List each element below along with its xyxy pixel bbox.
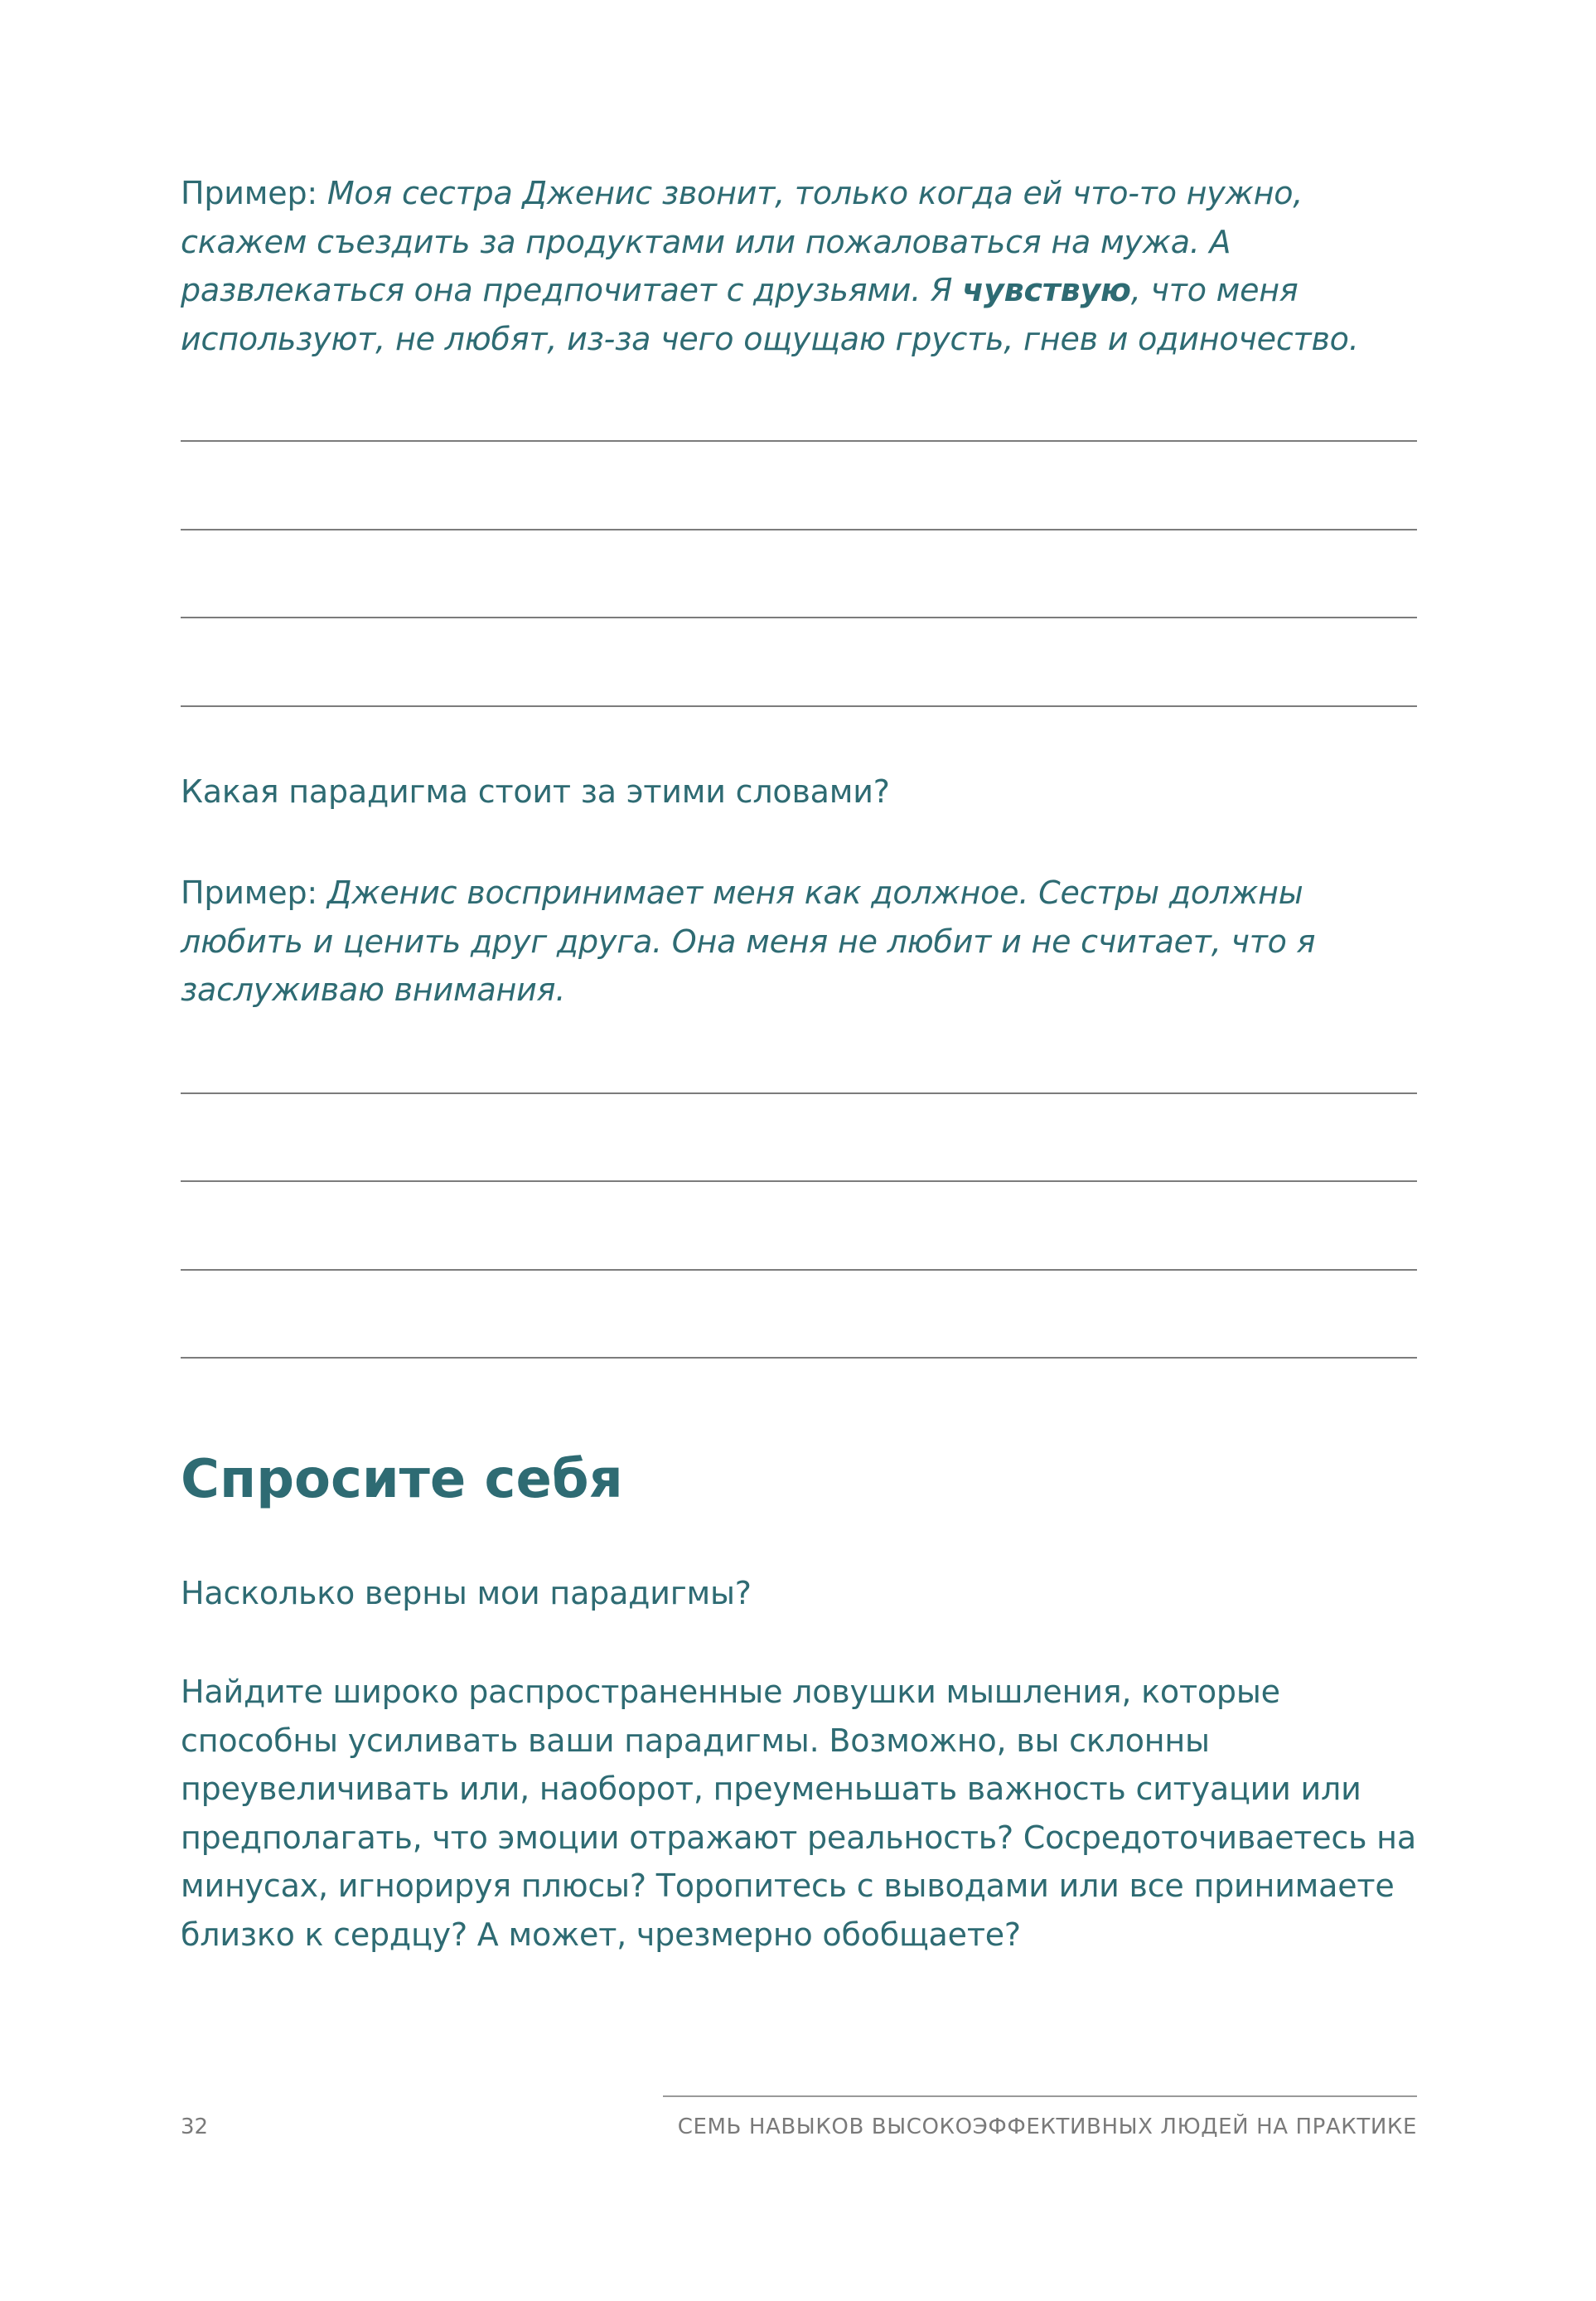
example-1-text-after: , что меня используют, не любят, из-за чего ощущаю грусть, гнев и одиночество.: [181, 272, 1359, 357]
section-heading: Спросите себя: [181, 1449, 623, 1510]
question-1-text: Какая парадигма стоит за этими словами?: [181, 773, 890, 810]
answer-line[interactable]: [181, 529, 1417, 530]
footer-rule: [663, 2095, 1417, 2097]
answer-line[interactable]: [181, 1269, 1417, 1271]
example-1-prefix: Пример:: [181, 175, 327, 211]
example-1-text-before: Моя сестра Дженис звонит, только когда ей что-то нужно, скажем съездить за продуктами или пожаловаться на мужа. А развлекаться она предпочитает с друзьями. Я: [181, 175, 1303, 308]
question-1: [181, 768, 1417, 816]
answer-line[interactable]: [181, 1092, 1417, 1094]
example-1-emphasis: чувствую: [962, 272, 1131, 308]
question-2: [181, 1569, 1417, 1618]
section: [181, 1449, 1417, 1510]
example-2-text: Дженис воспринимает меня как должное. Сестры должны любить и ценить друг друга. Она меня не любит и не считает, что я заслуживаю внимания.: [181, 874, 1316, 1008]
answer-line[interactable]: [181, 1180, 1417, 1182]
book-title: СЕМЬ НАВЫКОВ ВЫСОКОЭФФЕКТИВНЫХ ЛЮДЕЙ НА ПРАКТИКЕ: [677, 2114, 1417, 2139]
example-1: [181, 169, 1417, 363]
example-2-prefix: Пример:: [181, 874, 327, 911]
example-2: [181, 869, 1417, 1015]
question-2-text: Насколько верны мои парадигмы?: [181, 1575, 752, 1611]
page-number: 32: [181, 2114, 209, 2139]
example-2-paragraph: [181, 869, 1417, 1015]
answer-line[interactable]: [181, 705, 1417, 707]
example-1-text: [181, 175, 1359, 357]
body: [181, 1668, 1417, 1959]
answer-line[interactable]: [181, 1357, 1417, 1359]
answer-line[interactable]: [181, 440, 1417, 442]
answer-line[interactable]: [181, 617, 1417, 618]
body-paragraph: Найдите широко распространенные ловушки мышления, которые способны усиливать ваши парадигмы. Возможно, вы склонны преувеличивать или, наоборот, преуменьшать важность ситуации или предполагать, что эмоции отражают реальность? Сосредоточиваетесь на минусах, игнорируя плюсы? Торопитесь с выводами или все принимаете близко к сердцу? А может, чрезмерно обобщаете?: [181, 1674, 1416, 1953]
example-1-paragraph: [181, 169, 1417, 363]
